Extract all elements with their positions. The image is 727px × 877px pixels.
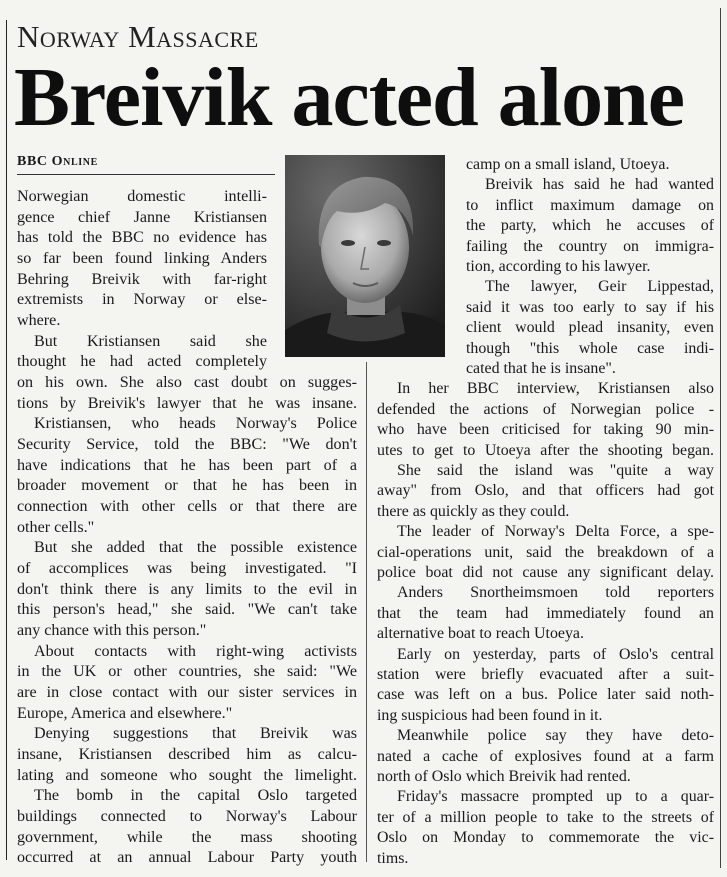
article-line: utes to get to Utoeya after the shooting began. — [377, 441, 714, 459]
article-line: any chance with this person." — [17, 622, 207, 639]
article-line: buildings connected to Norway's Labour — [17, 808, 357, 825]
article-line: occurred at an annual Labour Party youth — [17, 849, 357, 867]
byline-rule — [17, 174, 275, 175]
article-line: in the UK or other countries, she said: "We — [17, 663, 357, 681]
article-line: extremists in Norway or else- — [17, 291, 267, 309]
article-line: have indications that he has been part of a — [17, 456, 357, 474]
article-line: north of Oslo which Breivik had rented. — [377, 768, 631, 785]
article-line: Early on yesterday, parts of Oslo's central — [397, 645, 714, 663]
byline: BBC Online — [17, 154, 98, 169]
column-divider — [366, 362, 367, 862]
article-line: insane, Kristiansen described him as calcu- — [17, 746, 357, 763]
right-page-rule — [720, 8, 721, 868]
article-line: She said the island was "quite a way — [397, 462, 714, 479]
article-line: other cells." — [17, 518, 95, 536]
article-line: Denying suggestions that Breivik was — [34, 725, 357, 743]
article-line: But Kristiansen said she — [34, 332, 267, 350]
article-line: don't think there is any limits to the evil in — [17, 580, 357, 598]
article-line: failing the country on immigra- — [466, 237, 714, 255]
left-column-rule — [6, 20, 7, 860]
article-line: tions by Breivik's lawyer that he was insane. — [17, 394, 357, 412]
article-line: The lawyer, Geir Lippestad, — [485, 278, 714, 296]
article-line: are in close contact with our sister services in — [17, 684, 357, 701]
portrait-illustration — [285, 155, 445, 357]
article-line: Kristiansen, who heads Norway's Police — [34, 415, 357, 433]
article-line: Meanwhile police say they have deto- — [397, 727, 714, 745]
article-line: In her BBC interview, Kristiansen also — [397, 380, 714, 398]
article-line: Security Service, told the BBC: "We don't — [17, 436, 357, 453]
headline: Breivik acted alone — [14, 51, 685, 144]
article-line: tims. — [377, 849, 409, 867]
article-line: ter of a million people to take to the streets of — [377, 808, 714, 826]
article-line: Oslo on Monday to commemorate the vic- — [377, 829, 714, 847]
article-line: though "this whole case indi- — [466, 339, 714, 357]
article-line: Behring Breivik with far-right — [17, 270, 267, 288]
article-line: cial-operations unit, said the breakdown of a — [377, 543, 714, 561]
article-line: said it was too early to say if his — [466, 298, 714, 316]
article-line: on his own. She also cast doubt on sugges- — [17, 374, 357, 391]
article-line: Anders Snortheimsmoen told reporters — [397, 584, 714, 602]
article-line: to inflict maximum damage on — [466, 196, 714, 214]
article-line: case was left on a bus. Police later said noth- — [377, 686, 714, 704]
article-line: client would plead insanity, even — [466, 319, 714, 337]
article-line: station were briefly evacuated after a suit- — [377, 666, 714, 683]
article-line: police boat did not cause any significant delay. — [377, 564, 714, 581]
article-line: Friday's massacre prompted up to a quar- — [397, 788, 714, 806]
article-line: The bomb in the capital Oslo targeted — [34, 787, 357, 805]
section-kicker: Norway Massacre — [17, 19, 259, 54]
article-line: Norwegian domestic intelli- — [17, 188, 267, 205]
article-line: connection with other cells or that there are — [17, 498, 357, 515]
article-line: of accomplices was being investigated. "I — [17, 560, 357, 577]
article-line: lating and someone who sought the limelight. — [17, 766, 357, 784]
article-line: defended the actions of Norwegian police - — [377, 400, 714, 418]
article-line: The leader of Norway's Delta Force, a spe- — [397, 523, 714, 541]
article-line: away" from Oslo, and that officers had got — [377, 482, 714, 500]
portrait-photo — [285, 155, 445, 357]
article-line: that the team had immediately found an — [377, 604, 714, 622]
article-line: there as quickly as they could. — [377, 502, 570, 520]
article-line: nated a cache of explosives found at a farm — [377, 747, 714, 765]
article-line: broader movement or that he has been in — [17, 477, 357, 495]
article-line: this person's head," she said. "We can't take — [17, 601, 357, 619]
article-line: camp on a small island, Utoeya. — [466, 156, 670, 173]
article-line: who have been criticised for taking 90 min- — [377, 421, 714, 439]
article-line: gence chief Janne Kristiansen — [17, 208, 267, 226]
article-line: alternative boat to reach Utoeya. — [377, 625, 584, 643]
article-line: But she added that the possible existence — [34, 539, 357, 557]
article-line: cated that he is insane". — [466, 360, 616, 377]
article-line: About contacts with right-wing activists — [34, 642, 357, 660]
article-line: thought he had acted completely — [17, 353, 267, 371]
article-line: Breivik has said he had wanted — [485, 176, 714, 194]
article-line: the party, which he accuses of — [466, 217, 714, 235]
article-line: government, while the mass shooting — [17, 828, 357, 846]
article-line: Europe, America and elsewhere." — [17, 704, 233, 722]
article-line: ing suspicious had been found in it. — [377, 706, 603, 724]
article-line: tion, according to his lawyer. — [466, 258, 651, 275]
article-line: where. — [17, 312, 61, 329]
article-line: has told the BBC no evidence has — [17, 229, 267, 247]
article-line: so far been found linking Anders — [17, 250, 267, 267]
